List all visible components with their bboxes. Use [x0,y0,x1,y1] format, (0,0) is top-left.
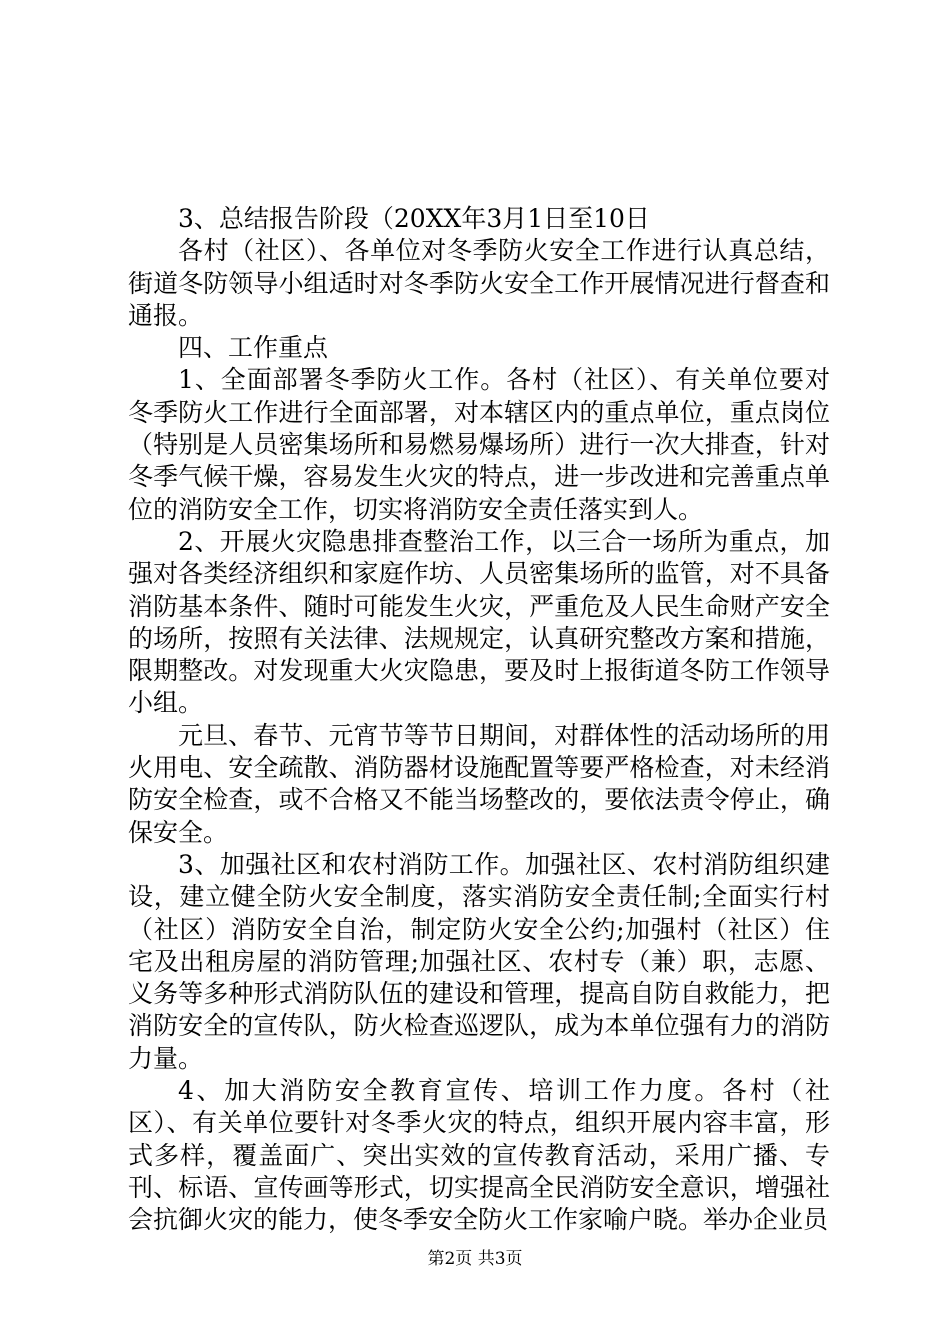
paragraph-focus-1: 1、全面部署冬季防火工作。各村（社区）、有关单位要对冬季防火工作进行全面部署，对本辖区内的重点单位，重点岗位（特别是人员密集场所和易燃易爆场所）进行一次大排查，针对冬季气候干燥，容易发生火灾的特点，进一步改进和完善重点单位的消防安全工作，切实将消防安全责任落实到人。 [128,365,830,524]
paragraph-focus-2: 2、开展火灾隐患排查整治工作，以三合一场所为重点，加强对各类经济组织和家庭作坊、人员密集场所的监管，对不具备消防基本条件、随时可能发生火灾，严重危及人民生命财产安全的场所，按照有关法律、法规规定，认真研究整改方案和措施，限期整改。对发现重大火灾隐患，要及时上报街道冬防工作领导小组。 [128,526,830,718]
paragraph-holiday-inspection: 元旦、春节、元宵节等节日期间，对群体性的活动场所的用火用电、安全疏散、消防器材设施配置等要严格检查，对未经消防安全检查，或不合格又不能当场整改的，要依法责令停止，确保安全。 [128,720,830,847]
paragraph-stage-3-heading: 3、总结报告阶段（20XX年3月1日至10日 [178,204,650,233]
page-number-footer: 第2页 共3页 [427,1249,523,1269]
paragraph-stage-3-content: 各村（社区）、各单位对冬季防火安全工作进行认真总结，街道冬防领导小组适时对冬季防火安全工作开展情况进行督查和通报。 [128,236,830,330]
paragraph-focus-4: 4、加大消防安全教育宣传、培训工作力度。各村（社区）、有关单位要针对冬季火灾的特点，组织开展内容丰富，形式多样，覆盖面广、突出实效的宣传教育活动，采用广播、专刊、标语、宣传画等形式，切实提高全民消防安全意识，增强社会抗御火灾的能力，使冬季安全防火工作家喻户晓。举办企业员 [128,1076,830,1235]
section-heading-work-focus: 四、工作重点 [178,333,329,363]
paragraph-focus-3: 3、加强社区和农村消防工作。加强社区、农村消防组织建设，建立健全防火安全制度，落实消防安全责任制;全面实行村（社区）消防安全自治，制定防火安全公约;加强村（社区）住宅及出租房屋的消防管理;加强社区、农村专（兼）职，志愿、义务等多种形式消防队伍的建设和管理，提高自防自救能力，把消防安全的宣传队，防火检查巡逻队，成为本单位强有力的消防力量。 [128,849,830,1073]
document-body [128,203,830,1237]
